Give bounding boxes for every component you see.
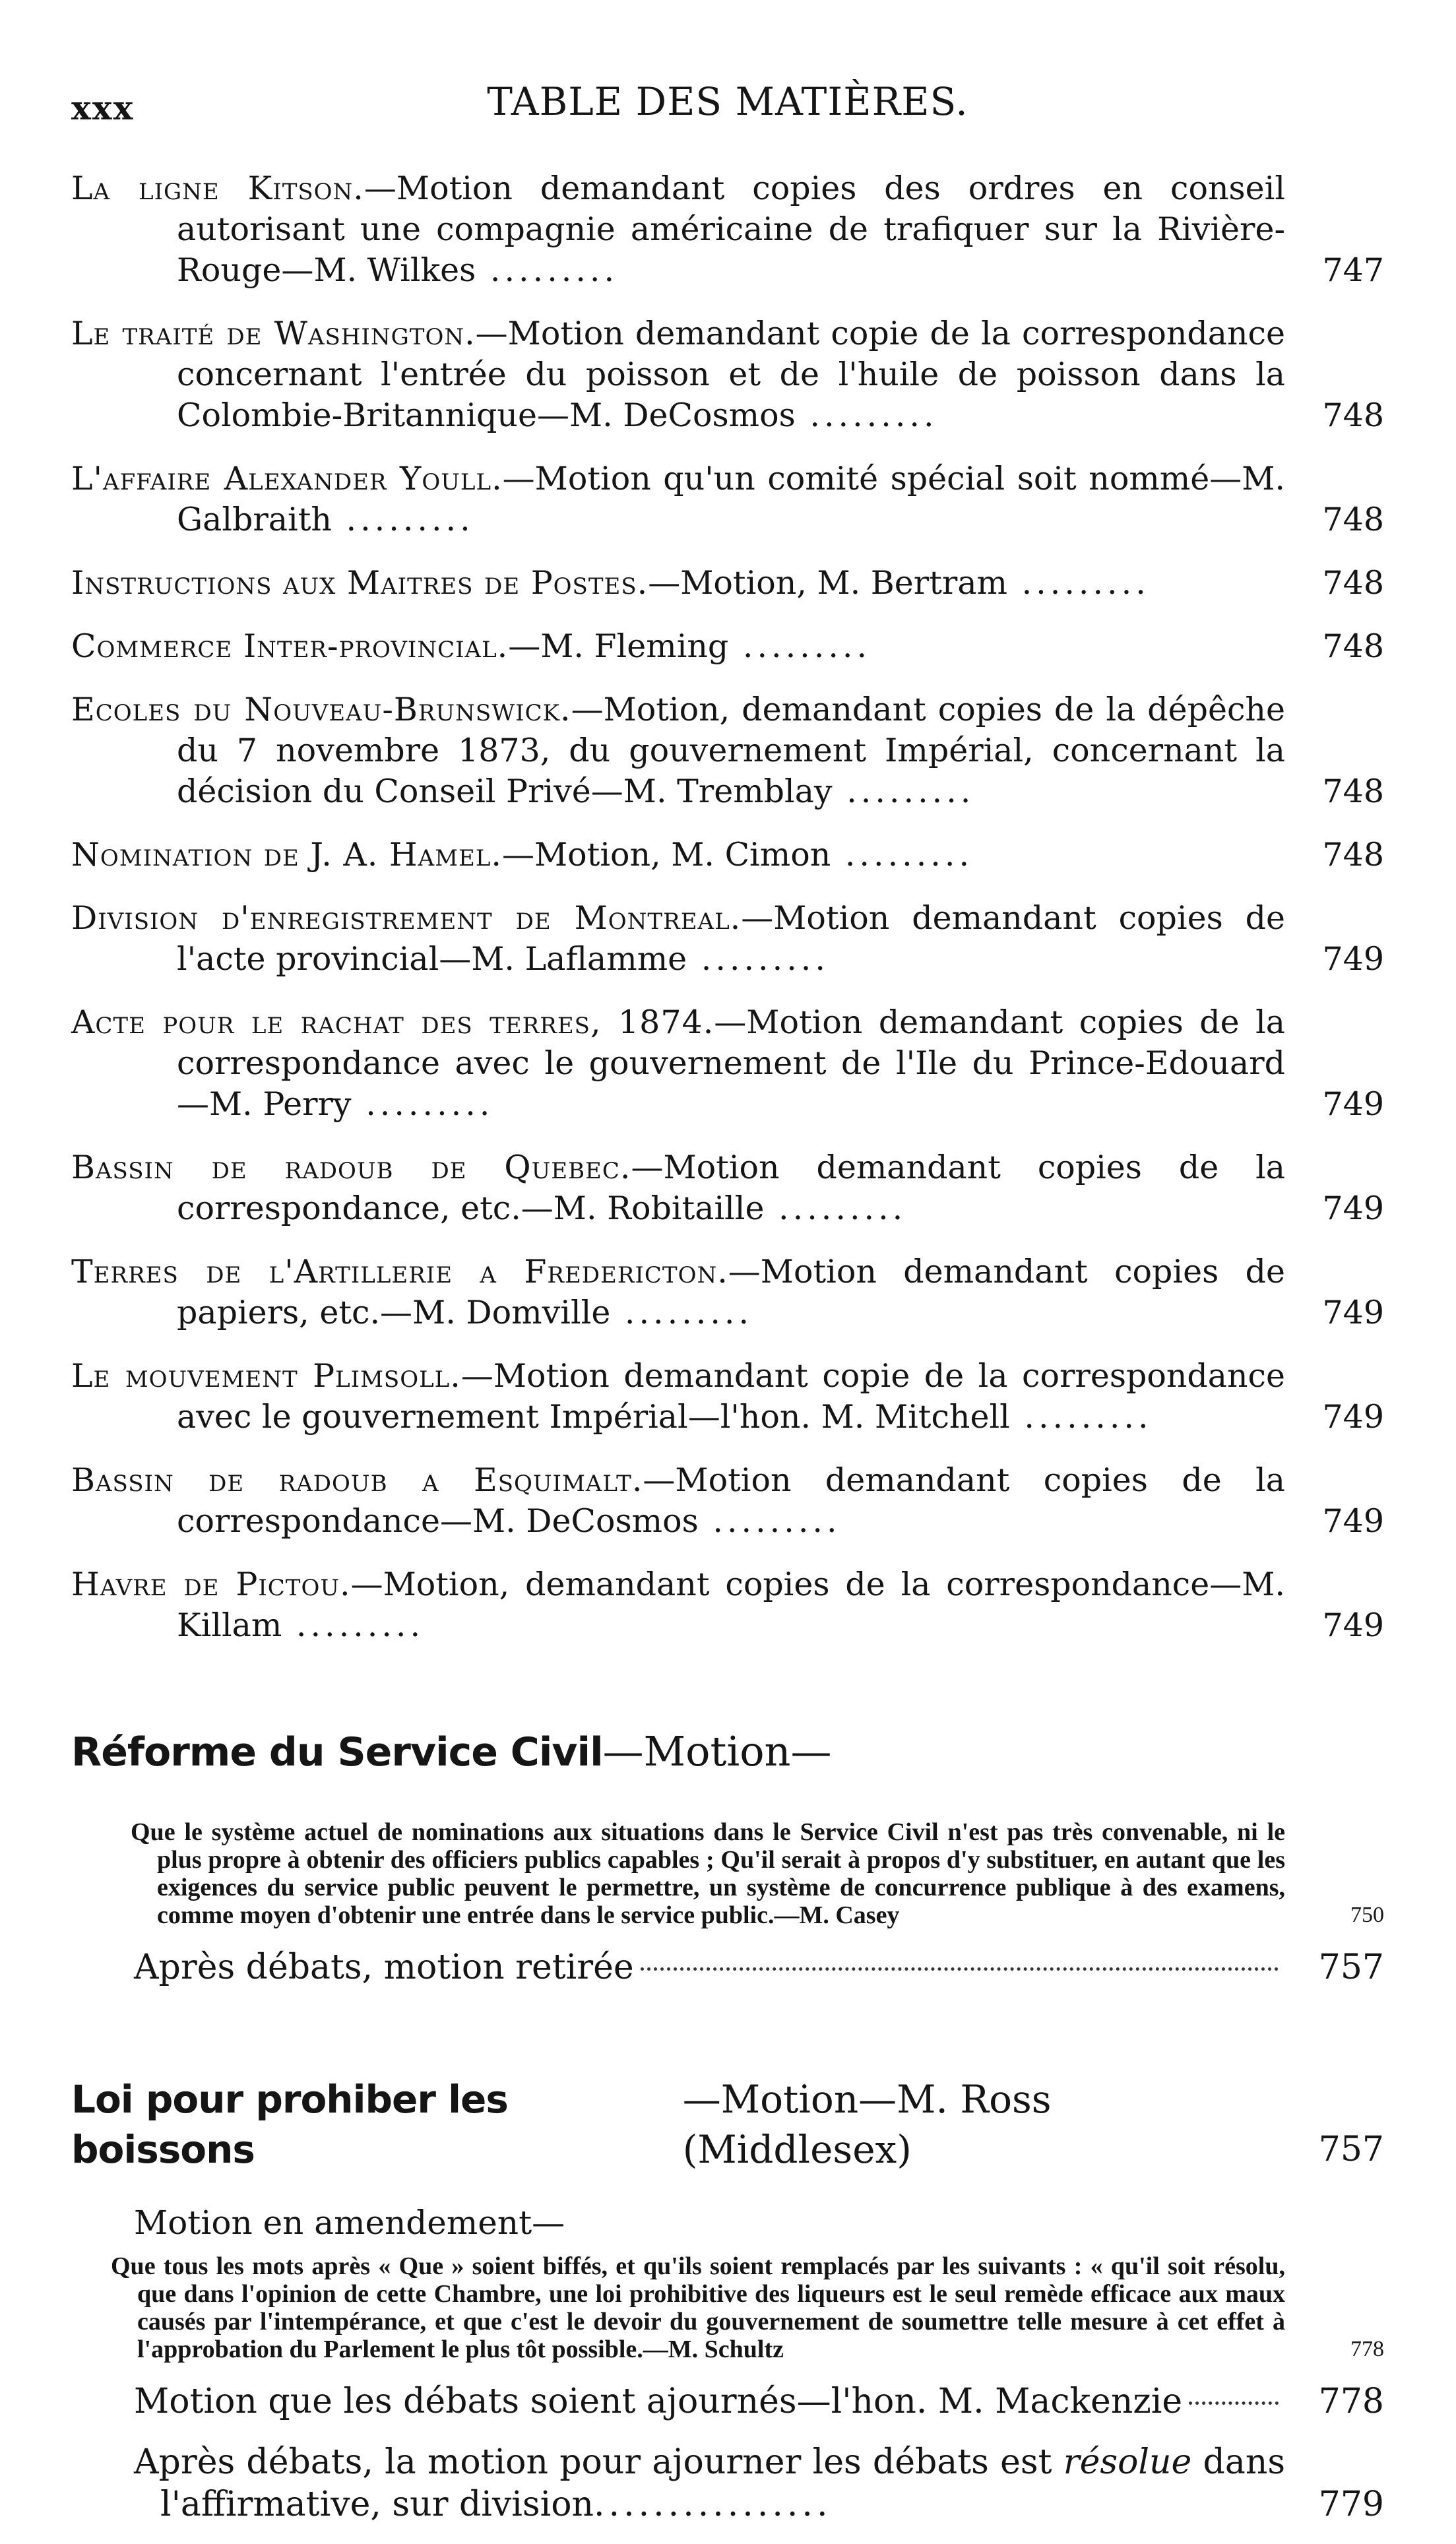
- entry-text: —Motion, M. Bertram: [648, 564, 1008, 602]
- entry-heading: Terres de l'Artillerie a Fredericton.: [71, 1253, 728, 1290]
- section-title: Réforme du Service Civil: [71, 1729, 603, 1775]
- leader-dots: .........: [831, 836, 974, 874]
- page-ref: 749: [1322, 1085, 1384, 1123]
- toc-entry: [71, 313, 1384, 436]
- toc-entry: [71, 563, 1384, 604]
- page-ref: 748: [1322, 397, 1384, 434]
- page-ref: 778: [1350, 2337, 1384, 2361]
- page-ref: 750: [1350, 1903, 1384, 1927]
- entry-text: —Motion demandant copies de la correspondance—M. DeCosmos: [177, 1461, 1285, 1540]
- leader-dots: .........: [351, 1085, 494, 1123]
- toc-entry: [71, 1002, 1384, 1125]
- page-ref: 748: [1322, 836, 1384, 874]
- toc-entry: [71, 626, 1384, 667]
- entry-text: —Motion qu'un comité spécial soit nommé—M. Galbraith: [177, 460, 1285, 538]
- page-ref: 748: [1322, 627, 1384, 665]
- entry-text: —Motion demandant copies de papiers, etc.—M. Domville: [177, 1253, 1285, 1331]
- page-ref: 748: [1322, 501, 1384, 538]
- amendment-text: Que tous les mots après « Que » soient biffés, et qu'ils soient remplacés par les suivants : « qu'il soit résolu, que dans l'opinion de cette Chambre, une loi prohibitive des liqueurs est le seul remède efficace aux maux causés par l'intempérance, et que c'est le devoir du gouvernement de soumettre telle mesure à cet effet à l'approbation du Parlement le plus tôt possible.—M. Schultz 778: [111, 2252, 1384, 2363]
- section-heading-reforme: [71, 1725, 1384, 1779]
- page-ref: 778: [1318, 2382, 1384, 2421]
- section-title: Loi pour prohiber les boissons: [71, 2077, 508, 2172]
- page-ref: 749: [1322, 1606, 1384, 1644]
- entry-text: —Motion demandant copies de la correspondance, etc.—M. Robitaille: [177, 1149, 1285, 1227]
- page-header: [71, 79, 1384, 139]
- entry-heading: Havre de Pictou.: [71, 1566, 351, 1603]
- page-ref: 748: [1322, 773, 1384, 810]
- page-ref: 757: [1318, 2130, 1384, 2169]
- toc-entry: [71, 835, 1384, 875]
- leader-dots: .........: [728, 627, 871, 665]
- table-of-contents: [71, 168, 1384, 2544]
- toc-entry: [71, 689, 1384, 812]
- entry-heading: L'affaire Alexander Youll.: [71, 460, 503, 497]
- entry-heading: Instructions aux Maitres de Postes.: [71, 564, 649, 602]
- leader-dots: .........: [610, 1294, 753, 1331]
- page-ref: 748: [1322, 564, 1384, 602]
- entry-text: —Motion demandant copie de la correspondance avec le gouvernement Impérial—l'hon. M. Mitchell: [177, 1357, 1285, 1436]
- page-ref: 747: [1322, 251, 1384, 289]
- section-suffix: —Motion—: [602, 1727, 832, 1775]
- leader-dots: .........: [1009, 1398, 1153, 1436]
- entry-heading: La ligne Kitson.: [71, 170, 364, 207]
- section-suffix: —Motion—M. Ross (Middlesex): [682, 2077, 1052, 2172]
- entry-text: —Motion demandant copies des ordres en conseil autorisant une compagnie américaine de trafiquer sur la Rivière-Rouge—M. Wilkes: [177, 170, 1285, 289]
- page-title: TABLE DES MATIÈRES.: [487, 79, 968, 124]
- leader-dots: .........: [282, 1606, 425, 1644]
- leader-dots: .........: [1007, 564, 1150, 602]
- page-ref: 749: [1322, 940, 1384, 978]
- toc-entry: [71, 1460, 1384, 1542]
- page-ref: 779: [1318, 2485, 1384, 2524]
- toc-entry: [71, 459, 1384, 540]
- resolution-text: Que le système actuel de nominations aux situations dans le Service Civil n'est pas très convenable, ni le plus propre à obtenir des officiers publics capables ; Qu'il serait à propos d'y substituer, en autant que les exigences du service public peuvent le permettre, un système de concurrence publique à des examens, comme moyen d'obtenir une entrée dans le service public.—M. Casey 750: [131, 1818, 1384, 1929]
- leader-dots: .........: [476, 251, 619, 289]
- section-heading-loi: [71, 2074, 1384, 2175]
- entry-heading: Acte pour le rachat des terres, 1874.: [71, 1003, 714, 1041]
- page-number: xxx: [71, 88, 135, 127]
- entry-heading: Bassin de radoub a Esquimalt.: [71, 1461, 643, 1499]
- entry-text: —Motion, demandant copies de la dépêche du 7 novembre 1873, du gouvernement Impérial, concernant la décision du Conseil Privé—M. Tremblay: [177, 691, 1285, 810]
- entry-text: —Motion, M. Cimon: [502, 836, 831, 874]
- entry-text: —Motion demandant copie de la correspondance concernant l'entrée du poisson et de l'huile de poisson dans la Colombie-Britannique—M. DeCosmos: [177, 315, 1285, 434]
- entry-heading: Ecoles du Nouveau-Brunswick.: [71, 691, 571, 728]
- toc-entry: [71, 1147, 1384, 1229]
- leader-dots: .........: [687, 940, 829, 978]
- entry-heading: Nomination de J. A. Hamel.: [71, 836, 502, 874]
- leader-dots: .........: [331, 501, 474, 538]
- leader-dots: .........: [698, 1502, 841, 1540]
- entry-heading: Commerce Inter-provincial.: [71, 627, 509, 665]
- entry-heading: Le traité de Washington.: [71, 315, 476, 352]
- entry-heading: Le mouvement Plimsoll.: [71, 1357, 461, 1395]
- entry-list: [71, 168, 1384, 1646]
- toc-subentry: Motion que les débats soient ajournés—l'hon. M. Mackenzie 778: [134, 2382, 1384, 2421]
- page-ref: 749: [1322, 1294, 1384, 1331]
- leader-dots: .........: [832, 773, 975, 810]
- toc-entry: [71, 168, 1384, 291]
- amendment-label: Motion en amendement—: [134, 2204, 565, 2242]
- entry-heading: Division d'enregistrement de Montreal.: [71, 899, 742, 937]
- toc-subentry: Après débats, motion retirée 757: [134, 1948, 1384, 1987]
- entry-text: —Motion, demandant copies de la correspondance—M. Killam: [177, 1566, 1285, 1644]
- toc-entry: [71, 1252, 1384, 1333]
- entry-text: —Motion demandant copies de l'acte provincial—M. Laflamme: [177, 899, 1285, 978]
- page-ref: 749: [1322, 1190, 1384, 1227]
- leader-dots: .........: [795, 397, 938, 434]
- toc-entry: [71, 1356, 1384, 1438]
- toc-entry: [71, 1564, 1384, 1646]
- entry-heading: Bassin de radoub de Quebec.: [71, 1149, 631, 1186]
- page-ref: 749: [1322, 1502, 1384, 1540]
- leader-dots: .........: [764, 1190, 907, 1227]
- entry-text: —M. Fleming: [508, 627, 729, 665]
- toc-entry: [71, 898, 1384, 980]
- entry-text: —Motion demandant copies de la correspondance avec le gouvernement de l'Ile du Prince-Edouard—M. Perry: [177, 1003, 1285, 1123]
- page-ref: 757: [1318, 1948, 1384, 1987]
- page-ref: 749: [1322, 1398, 1384, 1436]
- toc-subentry: Après débats, la motion pour ajourner les débats est résolue dans l'affirmative, sur division................ 779: [134, 2442, 1384, 2524]
